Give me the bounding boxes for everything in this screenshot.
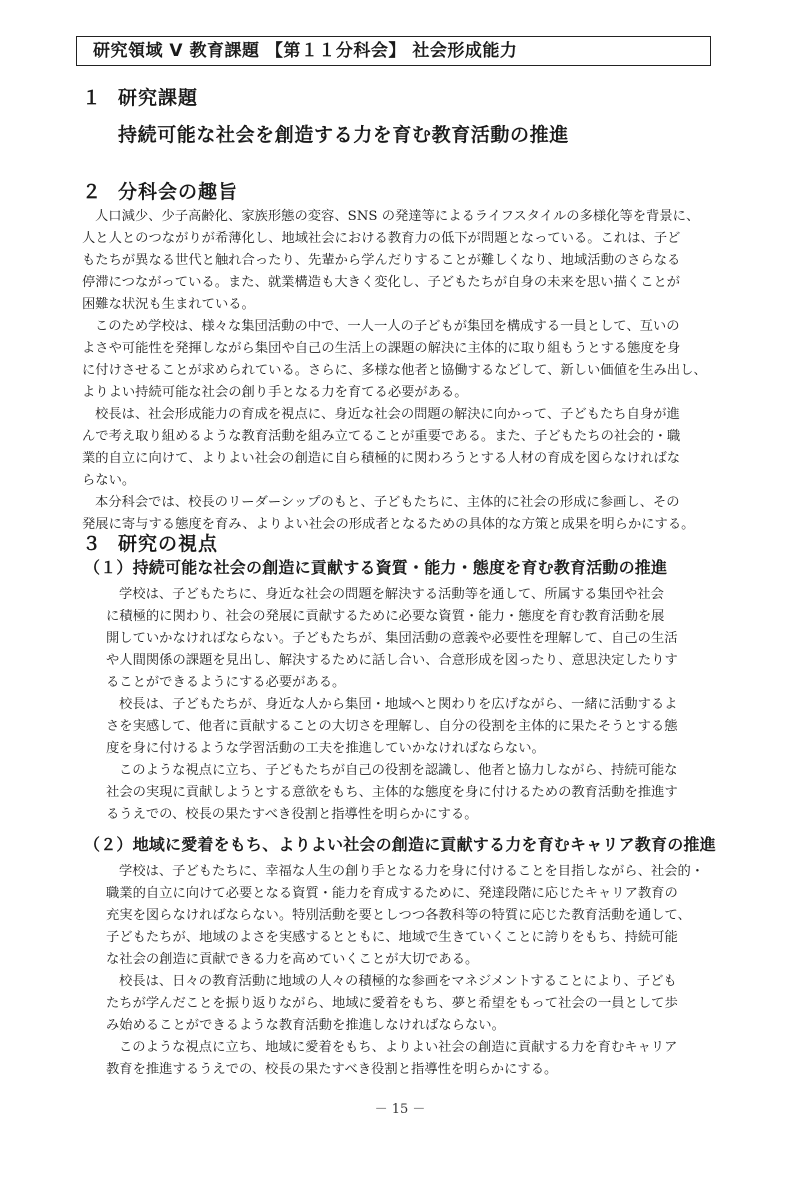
subsection1-line: に積極的に関わり、社会の発展に貢献するために必要な資質・能力・態度を育む教育活動を展	[106, 609, 665, 624]
subsection2-line: な社会の創造に貢献できる力を高めていくことが大切である。	[106, 952, 479, 967]
subsection2-line: み始めることができるような教育活動を推進しなければならない。	[106, 1018, 505, 1033]
section2-line: んで考え取り組めるような教育活動を組み立てることが重要である。また、子どもたちの社会的・職	[82, 429, 681, 444]
subsection1-line: さを実感して、他者に貢献することの大切さを理解し、自分の役割を主体的に果たそうとする態	[106, 719, 678, 734]
section2-heading	[82, 180, 238, 204]
page-number: － 15 －	[374, 1102, 426, 1117]
subsection2-line: このような視点に立ち、地域に愛着をもち、よりよい社会の創造に貢献する力を育むキャリア	[119, 1040, 678, 1055]
subsection1-line: 度を身に付けるような学習活動の工夫を推進していかなければならない。	[106, 741, 545, 756]
section2-line: 校長は、社会形成能力の育成を視点に、身近な社会の問題の解決に向かって、子どもたち自身が進	[95, 407, 680, 422]
subsection2-line: 充実を図らなければならない。特別活動を要としつつ各教科等の特質に応じた教育活動を通して、	[106, 908, 691, 923]
section2-line: よりよい持続可能な社会の創り手となる力を育てる必要がある。	[82, 385, 468, 400]
subsection2-line: 学校は、子どもたちに、幸福な人生の創り手となる力を身に付けることを目指しながら、社会的・	[119, 864, 705, 879]
section2-line: 困難な状況も生まれている。	[82, 297, 255, 312]
subsection1-line: 開していかなければならない。子どもたちが、集団活動の意義や必要性を理解して、自己の生活	[106, 631, 678, 646]
section1-heading	[82, 86, 198, 110]
section3-number: ３	[82, 533, 103, 555]
section1-number: １	[82, 87, 103, 109]
subsection1-line: ることができるようにする必要がある。	[106, 675, 346, 690]
section2-line: 業的自立に向けて、よりよい社会の創造に自ら積極的に関わろうとする人材の育成を図らなければな	[82, 451, 681, 466]
subsection2-body	[106, 861, 704, 1081]
section2-line: に付けさせることが求められている。さらに、多様な他者と協働するなどして、新しい価値を生み出し、	[82, 363, 707, 378]
subsection1-line: 社会の実現に貢献しようとする意欲をもち、主体的な態度を身に付けるための教育活動を推進す	[106, 785, 678, 800]
header-title: 研究領域 Ⅴ 教育課題 【第１１分科会】 社会形成能力	[93, 41, 518, 61]
section2-line: 本分科会では、校長のリーダーシップのもと、子どもたちに、主体的に社会の形成に参画し、その	[95, 495, 680, 510]
subsection1-line: 学校は、子どもたちに、身近な社会の問題を解決する活動等を通して、所属する集団や社会	[119, 587, 664, 602]
section2-line: 人口減少、少子高齢化、家族形態の変容、SNS の発達等によるライフスタイルの多様化等を背景に、	[95, 209, 700, 224]
section2-title: 分科会の趣旨	[118, 181, 239, 203]
subsection1-line: や人間関係の課題を見出し、解決するために話し合い、合意形成を図ったり、意思決定したりす	[106, 653, 678, 668]
subsection2-line: 職業的自立に向けて必要となる資質・能力を育成するために、発達段階に応じたキャリア教育の	[106, 886, 678, 901]
subsection2-line: 教育を推進するうえでの、校長の果たすべき役割と指導性を明らかにする。	[106, 1062, 558, 1077]
section2-line: もたちが異なる世代と触れ合ったり、先輩から学んだりすることが難しくなり、地域活動のさらなる	[82, 253, 681, 268]
research-theme: 持続可能な社会を創造する力を育む教育活動の推進	[118, 124, 569, 146]
section2-line: 発展に寄与する態度を育み、よりよい社会の形成者となるための具体的な方策と成果を明らかにする。	[82, 517, 695, 532]
section3-heading	[82, 532, 218, 556]
header-title-box	[76, 36, 711, 66]
subsection2-line: たちが学んだことを振り返りながら、地域に愛着をもち、夢と希望をもって社会の一員として歩	[106, 996, 678, 1011]
section2-body	[82, 206, 707, 536]
section2-line: 人と人とのつながりが希薄化し、地域社会における教育力の低下が問題となっている。これは、子ど	[82, 231, 681, 246]
subsection1-line: るうえでの、校長の果たすべき役割と指導性を明らかにする。	[106, 807, 478, 822]
section2-line: らない。	[82, 473, 136, 488]
section2-number: ２	[82, 181, 103, 203]
subsection1-line: このような視点に立ち、子どもたちが自己の役割を認識し、他者と協力しながら、持続可能な	[119, 763, 678, 778]
subsection2-title: （２）地域に愛着をもち、よりよい社会の創造に貢献する力を育むキャリア教育の推進	[84, 835, 716, 854]
section3-title: 研究の視点	[118, 533, 219, 555]
subsection2-line: 校長は、日々の教育活動に地域の人々の積極的な参画をマネジメントすることにより、子ども	[119, 974, 677, 989]
subsection2-line: 子どもたちが、地域のよさを実感するとともに、地域で生きていくことに誇りをもち、持続可能	[106, 930, 678, 945]
subsection1-line: 校長は、子どもたちが、身近な人から集団・地域へと関わりを広げながら、一緒に活動するよ	[119, 697, 678, 712]
section2-line: このため学校は、様々な集団活動の中で、一人一人の子どもが集団を構成する一員として、互いの	[95, 319, 680, 334]
section1-title: 研究課題	[118, 87, 199, 109]
section2-line: よさや可能性を発揮しながら集団や自己の生活上の課題の解決に主体的に取り組もうとする態度を身	[82, 341, 681, 356]
subsection1-body	[106, 584, 678, 826]
subsection1-title: （１）持続可能な社会の創造に貢献する資質・能力・態度を育む教育活動の推進	[84, 558, 668, 577]
section2-line: 停滞につながっている。また、就業構造も大きく変化し、子どもたちが自身の未来を思い描くことが	[82, 275, 681, 290]
